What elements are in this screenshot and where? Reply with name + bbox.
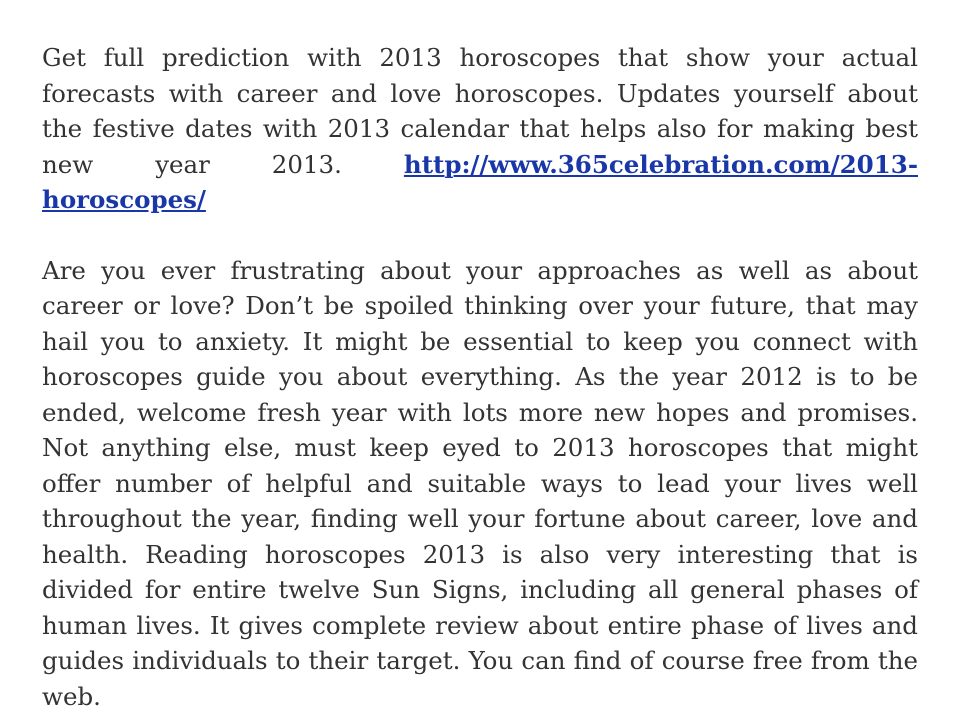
paragraph-body: Are you ever frustrating about your approaches as well as about career or love? Don’t be spoiled thinking over your future, that may hail you to anxiety. It might be essential to keep you connect with horoscopes guide you about everything. As the year 2012 is to be ended, welcome fresh year with lots more new hopes and promises. Not anything else, must keep eyed to 2013 horoscopes that might offer number of helpful and suitable ways to lead your lives well throughout the year, finding well your fortune about career, love and health. Reading horoscopes 2013 is also very interesting that is divided for entire twelve Sun Signs, including all general phases of human lives. It gives complete review about entire phase of lives and guides individuals to their target. You can find of course free from the web. — [42, 255, 918, 711]
paragraph-intro-text: Get full prediction with 2013 horoscopes that show your actual forecasts with career and love horoscopes. Updates yourself about the festive dates with 2013 calendar that helps also for making best new year 2013. — [42, 43, 918, 179]
paragraph-intro — [42, 40, 918, 218]
horoscopes-link[interactable]: http://www.365celebration.com/2013-horoscopes/ — [42, 149, 918, 214]
document-body — [42, 40, 918, 714]
